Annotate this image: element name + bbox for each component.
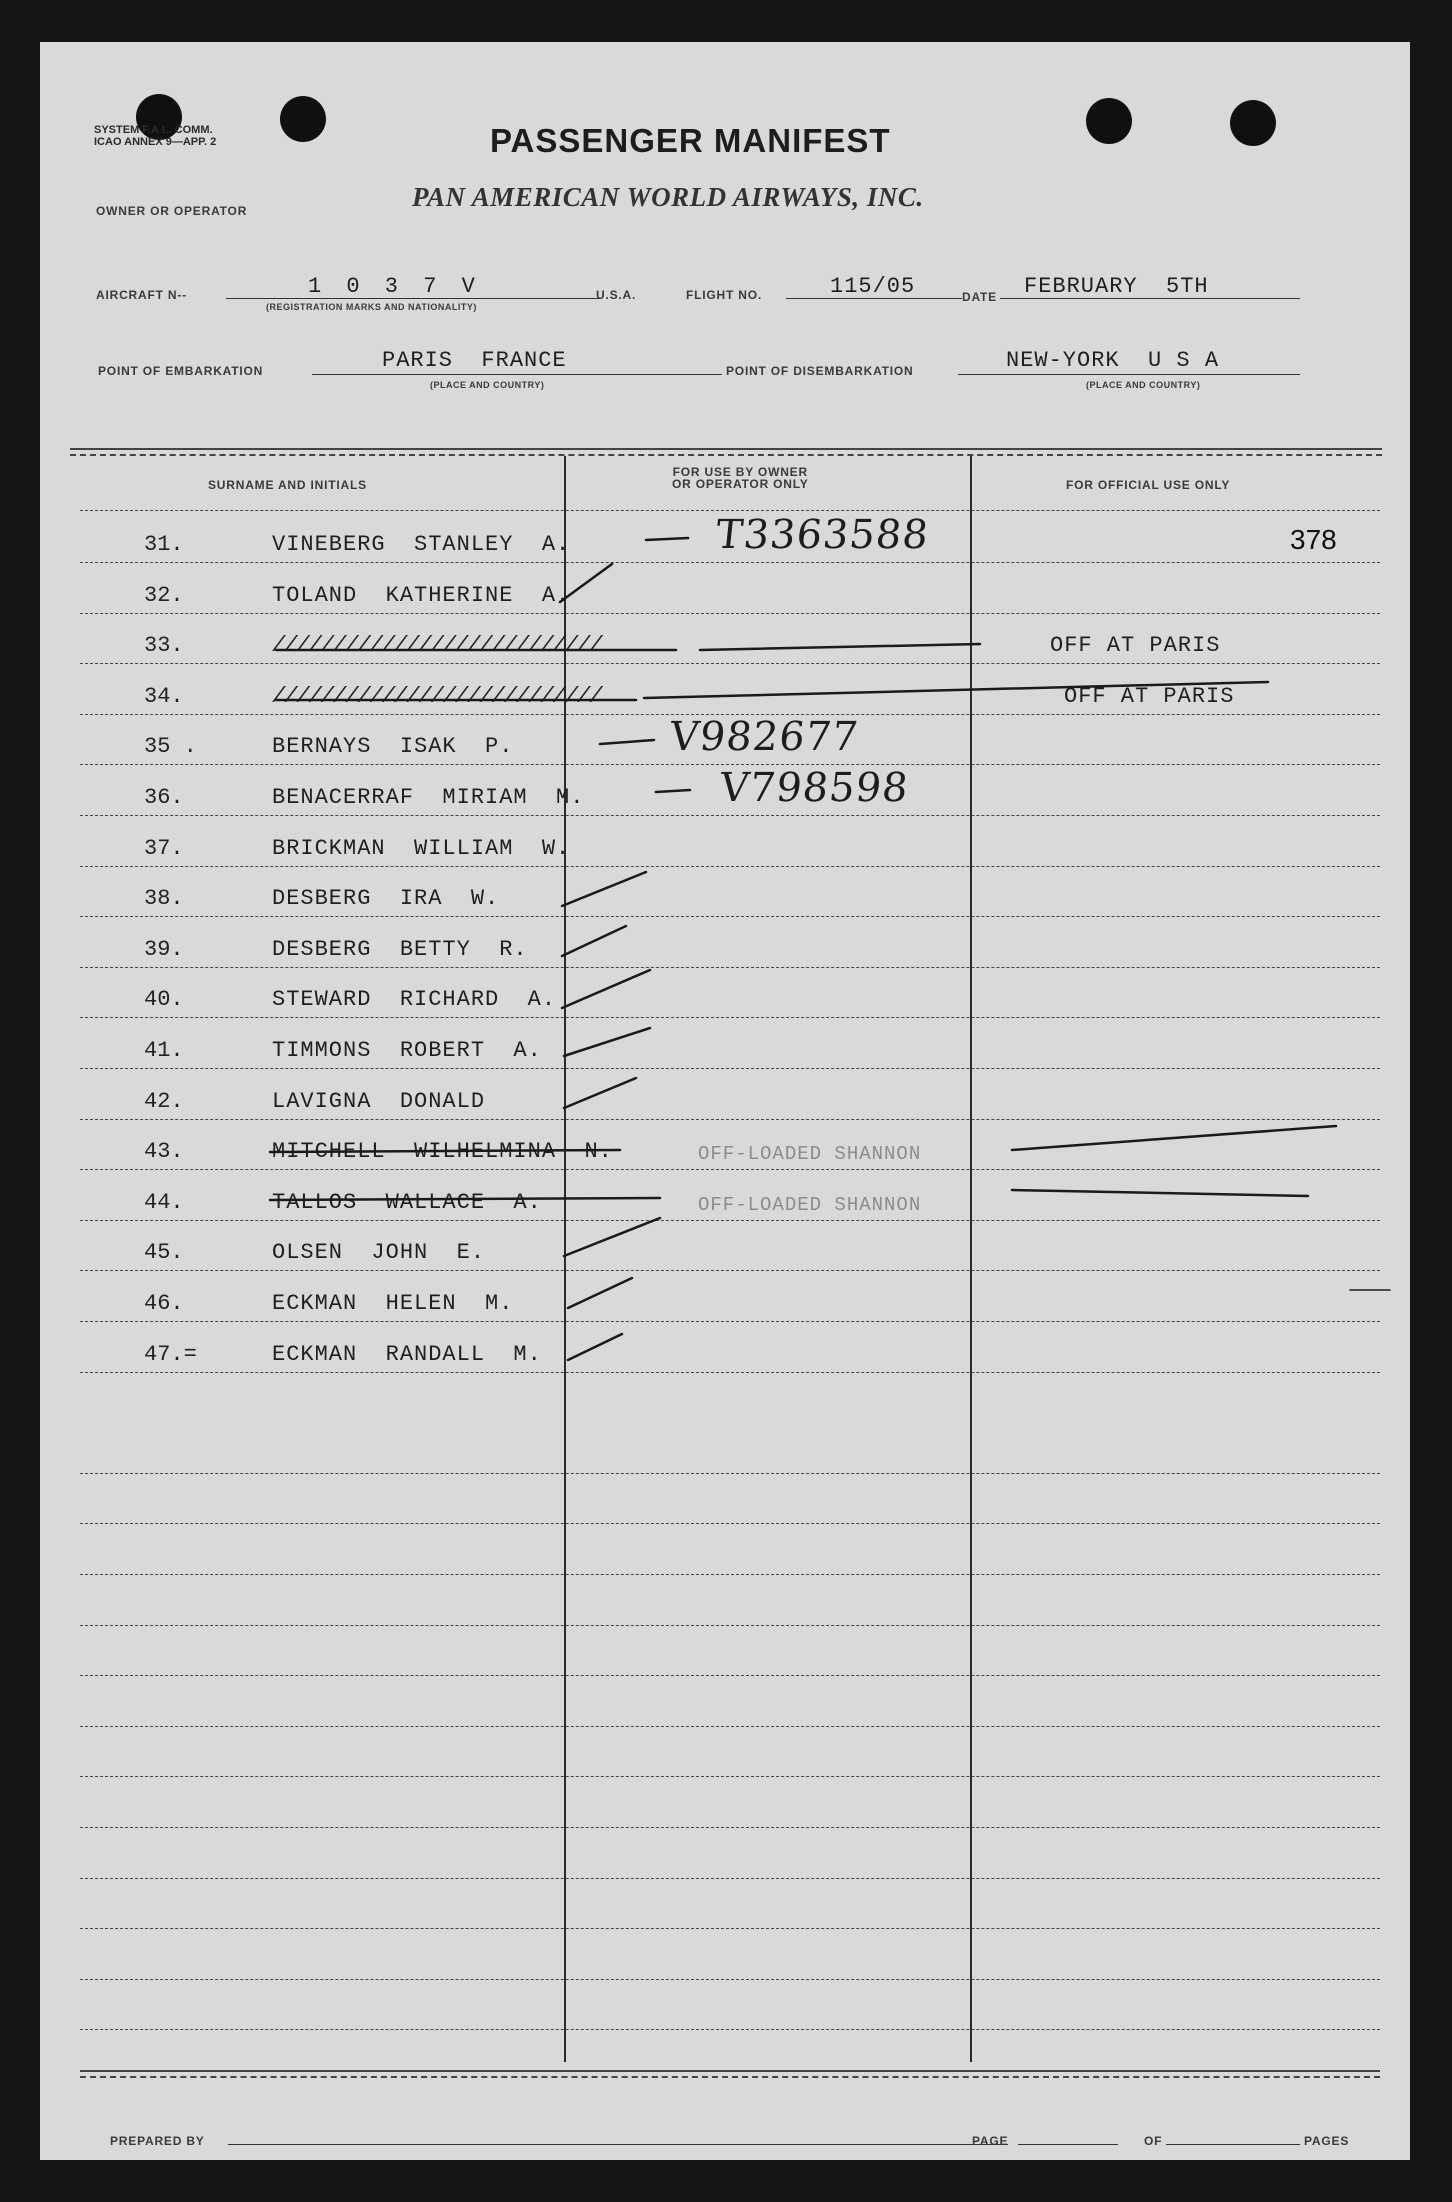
row-number: 35 .	[144, 734, 197, 760]
passenger-name: ///////////////////////////	[272, 633, 602, 659]
row-number: 44.	[144, 1189, 184, 1215]
passenger-name: ECKMAN RANDALL M.	[272, 1341, 542, 1367]
operator-name: PAN AMERICAN WORLD AIRWAYS, INC.	[412, 182, 924, 212]
row-number: 40.	[144, 987, 184, 1013]
page-title: PASSENGER MANIFEST	[490, 122, 891, 159]
strike-line	[1012, 1190, 1308, 1196]
prepared-label: PREPARED BY	[110, 2134, 205, 2148]
passenger-name: LAVIGNA DONALD	[272, 1088, 486, 1114]
handwritten-marks	[40, 42, 1410, 2160]
date-value: FEBRUARY 5TH	[1024, 274, 1209, 299]
col-header-owner: FOR USE BY OWNER OR OPERATOR ONLY	[672, 465, 809, 491]
check-mark	[568, 1334, 622, 1360]
passenger-name: ECKMAN HELEN M.	[272, 1291, 514, 1316]
row-number: 37.	[144, 835, 184, 861]
passenger-name: DESBERG IRA W.	[272, 886, 500, 912]
flight-label: FLIGHT NO.	[686, 288, 762, 302]
owner-use-entry: V982677	[667, 714, 862, 761]
strike-line	[1012, 1126, 1336, 1150]
owner-use-entry: T3363588	[713, 512, 932, 558]
row-number: 43.	[144, 1139, 184, 1165]
manifest-sheet	[40, 42, 1410, 2160]
passenger-name: BERNAYS ISAK P.	[272, 734, 514, 760]
embark-value: PARIS FRANCE	[382, 348, 567, 373]
passenger-name: STEWARD RICHARD A.	[272, 987, 557, 1013]
official-use-entry: 378	[1290, 524, 1337, 555]
row-number: 32.	[144, 582, 184, 608]
owner-label: OWNER OR OPERATOR	[96, 204, 248, 218]
owner-use-entry: V798598	[717, 765, 912, 811]
passenger-name: DESBERG BETTY R.	[272, 936, 528, 962]
handwritten-dash	[656, 790, 690, 792]
passenger-name: TALLOS WALLACE A.	[272, 1189, 542, 1215]
official-use-entry: OFF AT PARIS	[1050, 633, 1221, 659]
usa-label: U.S.A.	[596, 288, 637, 302]
page-label: PAGE	[972, 2134, 1009, 2148]
passenger-name: BRICKMAN WILLIAM W.	[272, 835, 571, 861]
form-reference: SYSTEM F.A.L. COMM. ICAO ANNEX 9—APP. 2	[94, 124, 217, 148]
passenger-name: TIMMONS ROBERT A.	[272, 1038, 542, 1063]
passenger-name: OLSEN JOHN E.	[272, 1240, 486, 1266]
check-mark	[562, 926, 626, 956]
check-mark	[564, 1028, 650, 1056]
aircraft-value: 1 0 3 7 V	[308, 274, 481, 299]
strike-line	[270, 1198, 660, 1200]
row-number: 33.	[144, 633, 184, 659]
strike-line	[270, 1150, 620, 1152]
pages-label: PAGES	[1304, 2134, 1350, 2148]
row-number: 45.	[144, 1240, 184, 1266]
passenger-name: VINEBERG STANLEY A.	[272, 532, 571, 557]
disembark-value: NEW-YORK U S A	[1006, 348, 1220, 373]
col-header-surname: SURNAME AND INITIALS	[208, 478, 367, 492]
passenger-name: BENACERRAF MIRIAM M.	[272, 785, 585, 810]
check-mark	[560, 564, 612, 602]
check-mark	[564, 1218, 660, 1256]
passenger-name: ///////////////////////////	[272, 683, 602, 709]
row-number: 34.	[144, 683, 184, 709]
handwritten-dash	[646, 538, 688, 540]
strike-line	[644, 682, 1268, 698]
of-label: OF	[1144, 2134, 1163, 2148]
row-number: 38.	[144, 886, 184, 912]
check-mark	[568, 1278, 632, 1308]
row-number: 46.	[144, 1291, 184, 1316]
row-number: 36.	[144, 785, 184, 810]
check-mark	[562, 970, 650, 1008]
date-label: DATE	[962, 290, 997, 304]
owner-use-entry: OFF-LOADED SHANNON	[698, 1193, 922, 1216]
owner-use-entry: OFF-LOADED SHANNON	[698, 1143, 922, 1166]
flight-value: 115/05	[830, 274, 916, 299]
col-header-official: FOR OFFICIAL USE ONLY	[1066, 478, 1231, 492]
row-number: 39.	[144, 936, 184, 962]
handwritten-dash	[600, 740, 654, 744]
aircraft-sub: (REGISTRATION MARKS AND NATIONALITY)	[266, 302, 477, 312]
official-use-entry: OFF AT PARIS	[1064, 683, 1235, 709]
check-mark	[562, 872, 646, 906]
embark-sub: (PLACE AND COUNTRY)	[430, 380, 545, 390]
strike-line	[700, 644, 980, 650]
row-number: 42.	[144, 1088, 184, 1114]
passenger-name: MITCHELL WILHELMINA N.	[272, 1139, 613, 1165]
passenger-name: TOLAND KATHERINE A.	[272, 582, 571, 608]
embark-label: POINT OF EMBARKATION	[98, 364, 264, 378]
aircraft-label: AIRCRAFT N--	[96, 288, 187, 302]
row-number: 47.=	[144, 1341, 197, 1367]
row-number: 31.	[144, 532, 184, 557]
disembark-sub: (PLACE AND COUNTRY)	[1086, 380, 1201, 390]
check-mark	[564, 1078, 636, 1108]
disembark-label: POINT OF DISEMBARKATION	[726, 364, 914, 378]
row-number: 41.	[144, 1038, 184, 1063]
